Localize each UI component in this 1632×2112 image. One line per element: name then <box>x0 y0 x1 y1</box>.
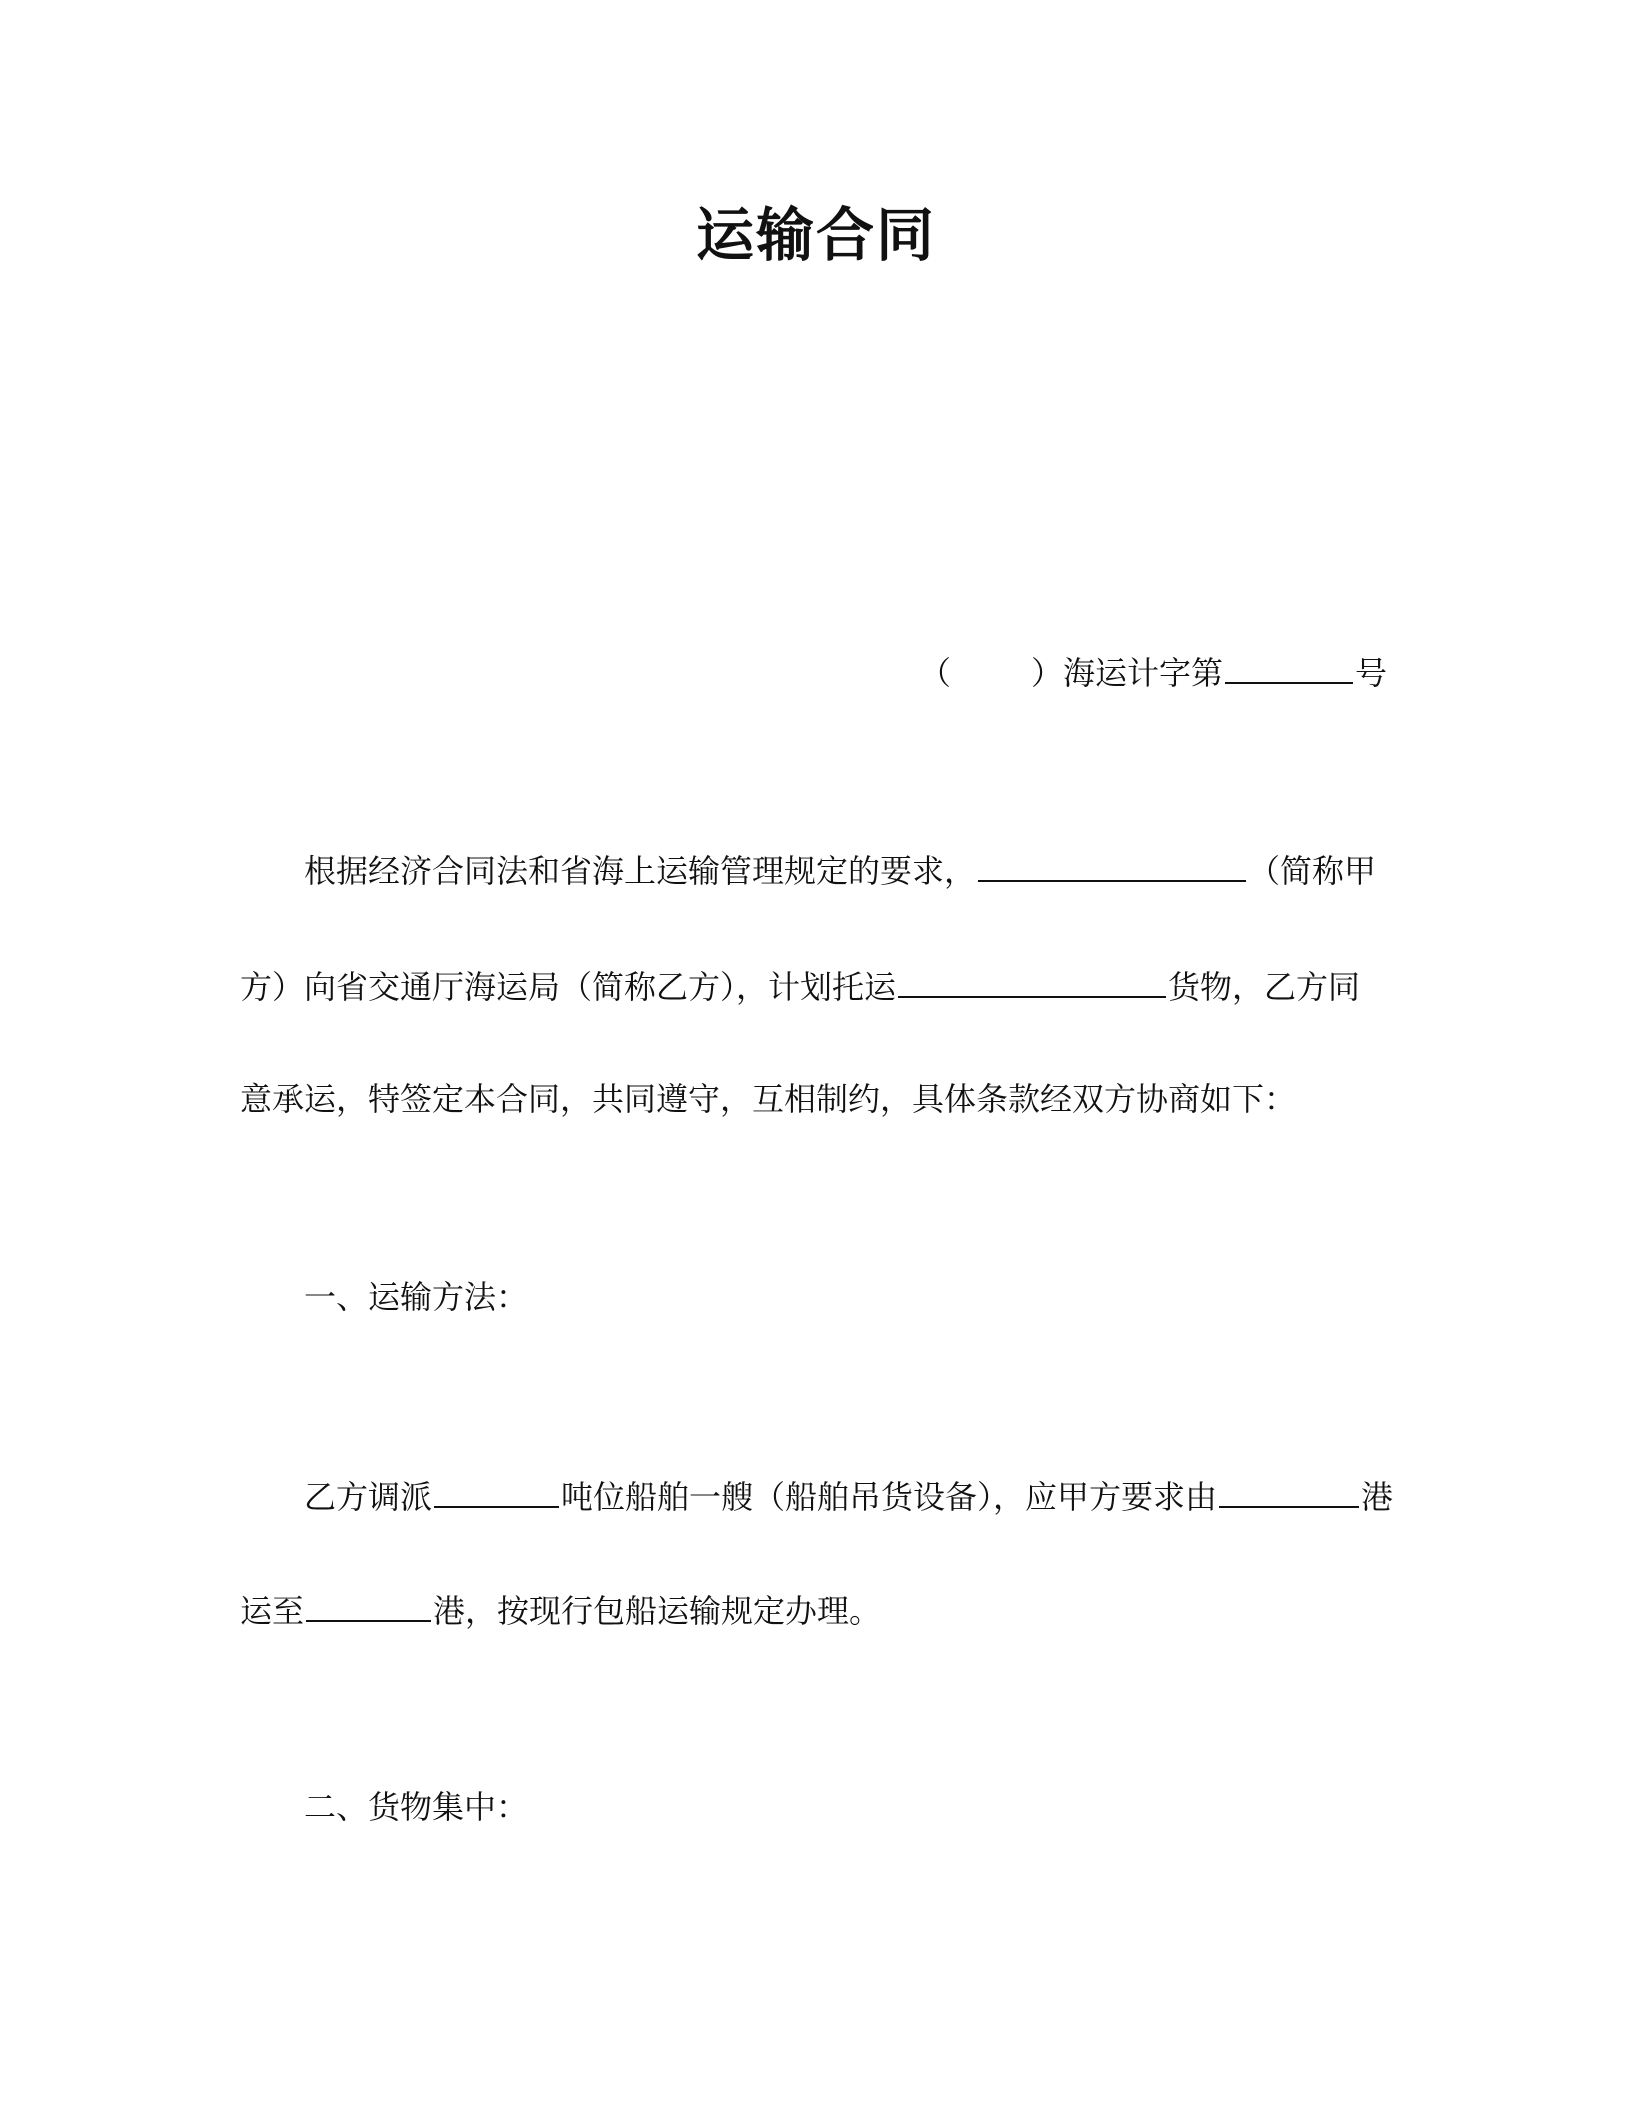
intro-text-2b: 货物，乙方同 <box>1168 968 1361 1006</box>
section-1-text-1b: 吨位船舶一艘（船舶吊货设备），应甲方要求由 <box>561 1478 1218 1516</box>
ref-text: 海运计字第 <box>1062 654 1223 692</box>
intro-line-1 <box>240 846 1454 894</box>
section-1-text-2a: 运至 <box>240 1592 305 1630</box>
section-1-text-1c: 港 <box>1361 1478 1394 1516</box>
tonnage-blank[interactable] <box>434 1472 559 1508</box>
section-1-heading: 一、运输方法： <box>304 1278 529 1316</box>
intro-text-2a: 方）向省交通厅海运局（简称乙方），计划托运 <box>240 968 897 1006</box>
document-title: 运输合同 <box>695 201 936 269</box>
ref-number-blank[interactable] <box>1225 648 1353 684</box>
origin-port-blank[interactable] <box>1219 1472 1359 1508</box>
intro-text-1a: 根据经济合同法和省海上运输管理规定的要求， <box>304 852 977 890</box>
cargo-name-blank[interactable] <box>898 962 1166 998</box>
intro-text-3: 意承运，特签定本合同，共同遵守，互相制约，具体条款经双方协商如下： <box>240 1080 1297 1118</box>
reference-number-line <box>919 648 1387 696</box>
section-1-line-2 <box>240 1586 1390 1634</box>
section-1-line-1 <box>240 1472 1454 1520</box>
party-a-name-blank[interactable] <box>978 846 1246 882</box>
destination-port-blank[interactable] <box>306 1586 431 1622</box>
intro-line-2 <box>240 962 1390 1010</box>
intro-line-3 <box>240 1076 1390 1122</box>
section-2-heading: 二、货物集中： <box>304 1788 529 1826</box>
ref-suffix: 号 <box>1354 654 1387 692</box>
section-1-text-1a: 乙方调派 <box>304 1478 433 1516</box>
intro-text-1b: （简称甲 <box>1248 852 1377 890</box>
ref-open-paren: （ <box>918 654 951 692</box>
section-1-text-2b: 港，按现行包船运输规定办理。 <box>433 1592 882 1630</box>
ref-close-paren: ） <box>1030 654 1063 692</box>
